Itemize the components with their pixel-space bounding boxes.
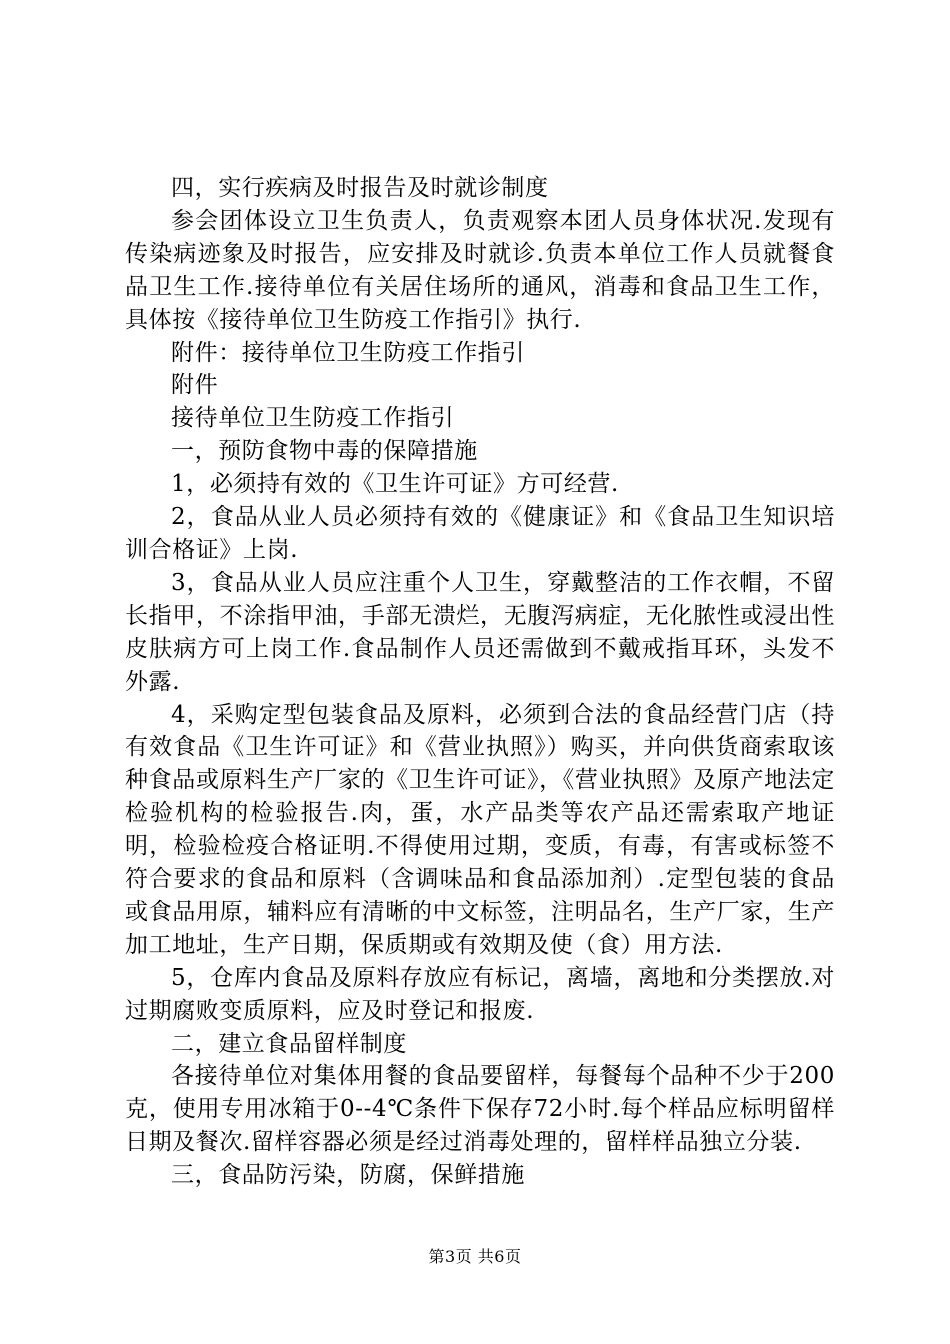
list-item-1: 1，必须持有效的《卫生许可证》方可经营. [171, 471, 619, 498]
list-item-5: 5，仓库内食品及原料存放应有标记，离墙，离地和分类摆放.对过期腐败变质原料，应及时登记和报废. [125, 964, 835, 1024]
attachment-label: 附件 [171, 372, 219, 399]
section-heading-2: 二，建立食品留样制度 [171, 1030, 407, 1057]
document-body [125, 172, 835, 1192]
section-heading-1: 一，预防食物中毒的保障措施 [171, 438, 478, 465]
list-item-4: 4，采购定型包装食品及原料，必须到合法的食品经营门店（持有效食品《卫生许可证》和《营业执照》）购买，并向供货商索取该种食品或原料生产厂家的《卫生许可证》，《营业执照》及原产地法定检验机构的检验报告.肉，蛋，水产品类等农产品还需索取产地证明，检验检疫合格证明.不得使用过期，变质，有毒，有害或标签不符合要求的食品和原料（含调味品和食品添加剂）.定型包装的食品或食品用原，辅料应有清晰的中文标签，注明品名，生产厂家，生产加工地址，生产日期，保质期或有效期及使（食）用方法. [125, 701, 835, 958]
section-heading-4: 四，实行疾病及时报告及时就诊制度 [171, 175, 549, 201]
attachment-reference: 附件：接待单位卫生防疫工作指引 [171, 339, 525, 366]
list-item-2: 2，食品从业人员必须持有效的《健康证》和《食品卫生知识培训合格证》上岗. [125, 504, 835, 563]
attachment-title: 接待单位卫生防疫工作指引 [171, 405, 455, 432]
paragraph-health-officer: 参会团体设立卫生负责人，负责观察本团人员身体状况.发现有传染病迹象及时报告，应安排及时就诊.负责本单位工作人员就餐食品卫生工作.接待单位有关居住场所的通风，消毒和食品卫生工作，具体按《接待单位卫生防疫工作指引》执行. [125, 207, 835, 333]
section-heading-3: 三，食品防污染，防腐，保鲜措施 [171, 1162, 525, 1189]
page-number-footer: 第3页 共6页 [428, 1247, 522, 1266]
list-item-3: 3，食品从业人员应注重个人卫生，穿戴整洁的工作衣帽，不留长指甲，不涂指甲油，手部无溃烂，无腹泻病症，无化脓性或浸出性皮肤病方可上岗工作.食品制作人员还需做到不戴戒指耳环，头发不外露. [125, 569, 835, 695]
paragraph-sample-retention: 各接待单位对集体用餐的食品要留样，每餐每个品种不少于200克，使用专用冰箱于0--4℃条件下保存72小时.每个样品应标明留样日期及餐次.留样容器必须是经过消毒处理的，留样样品独立分装. [125, 1063, 835, 1156]
